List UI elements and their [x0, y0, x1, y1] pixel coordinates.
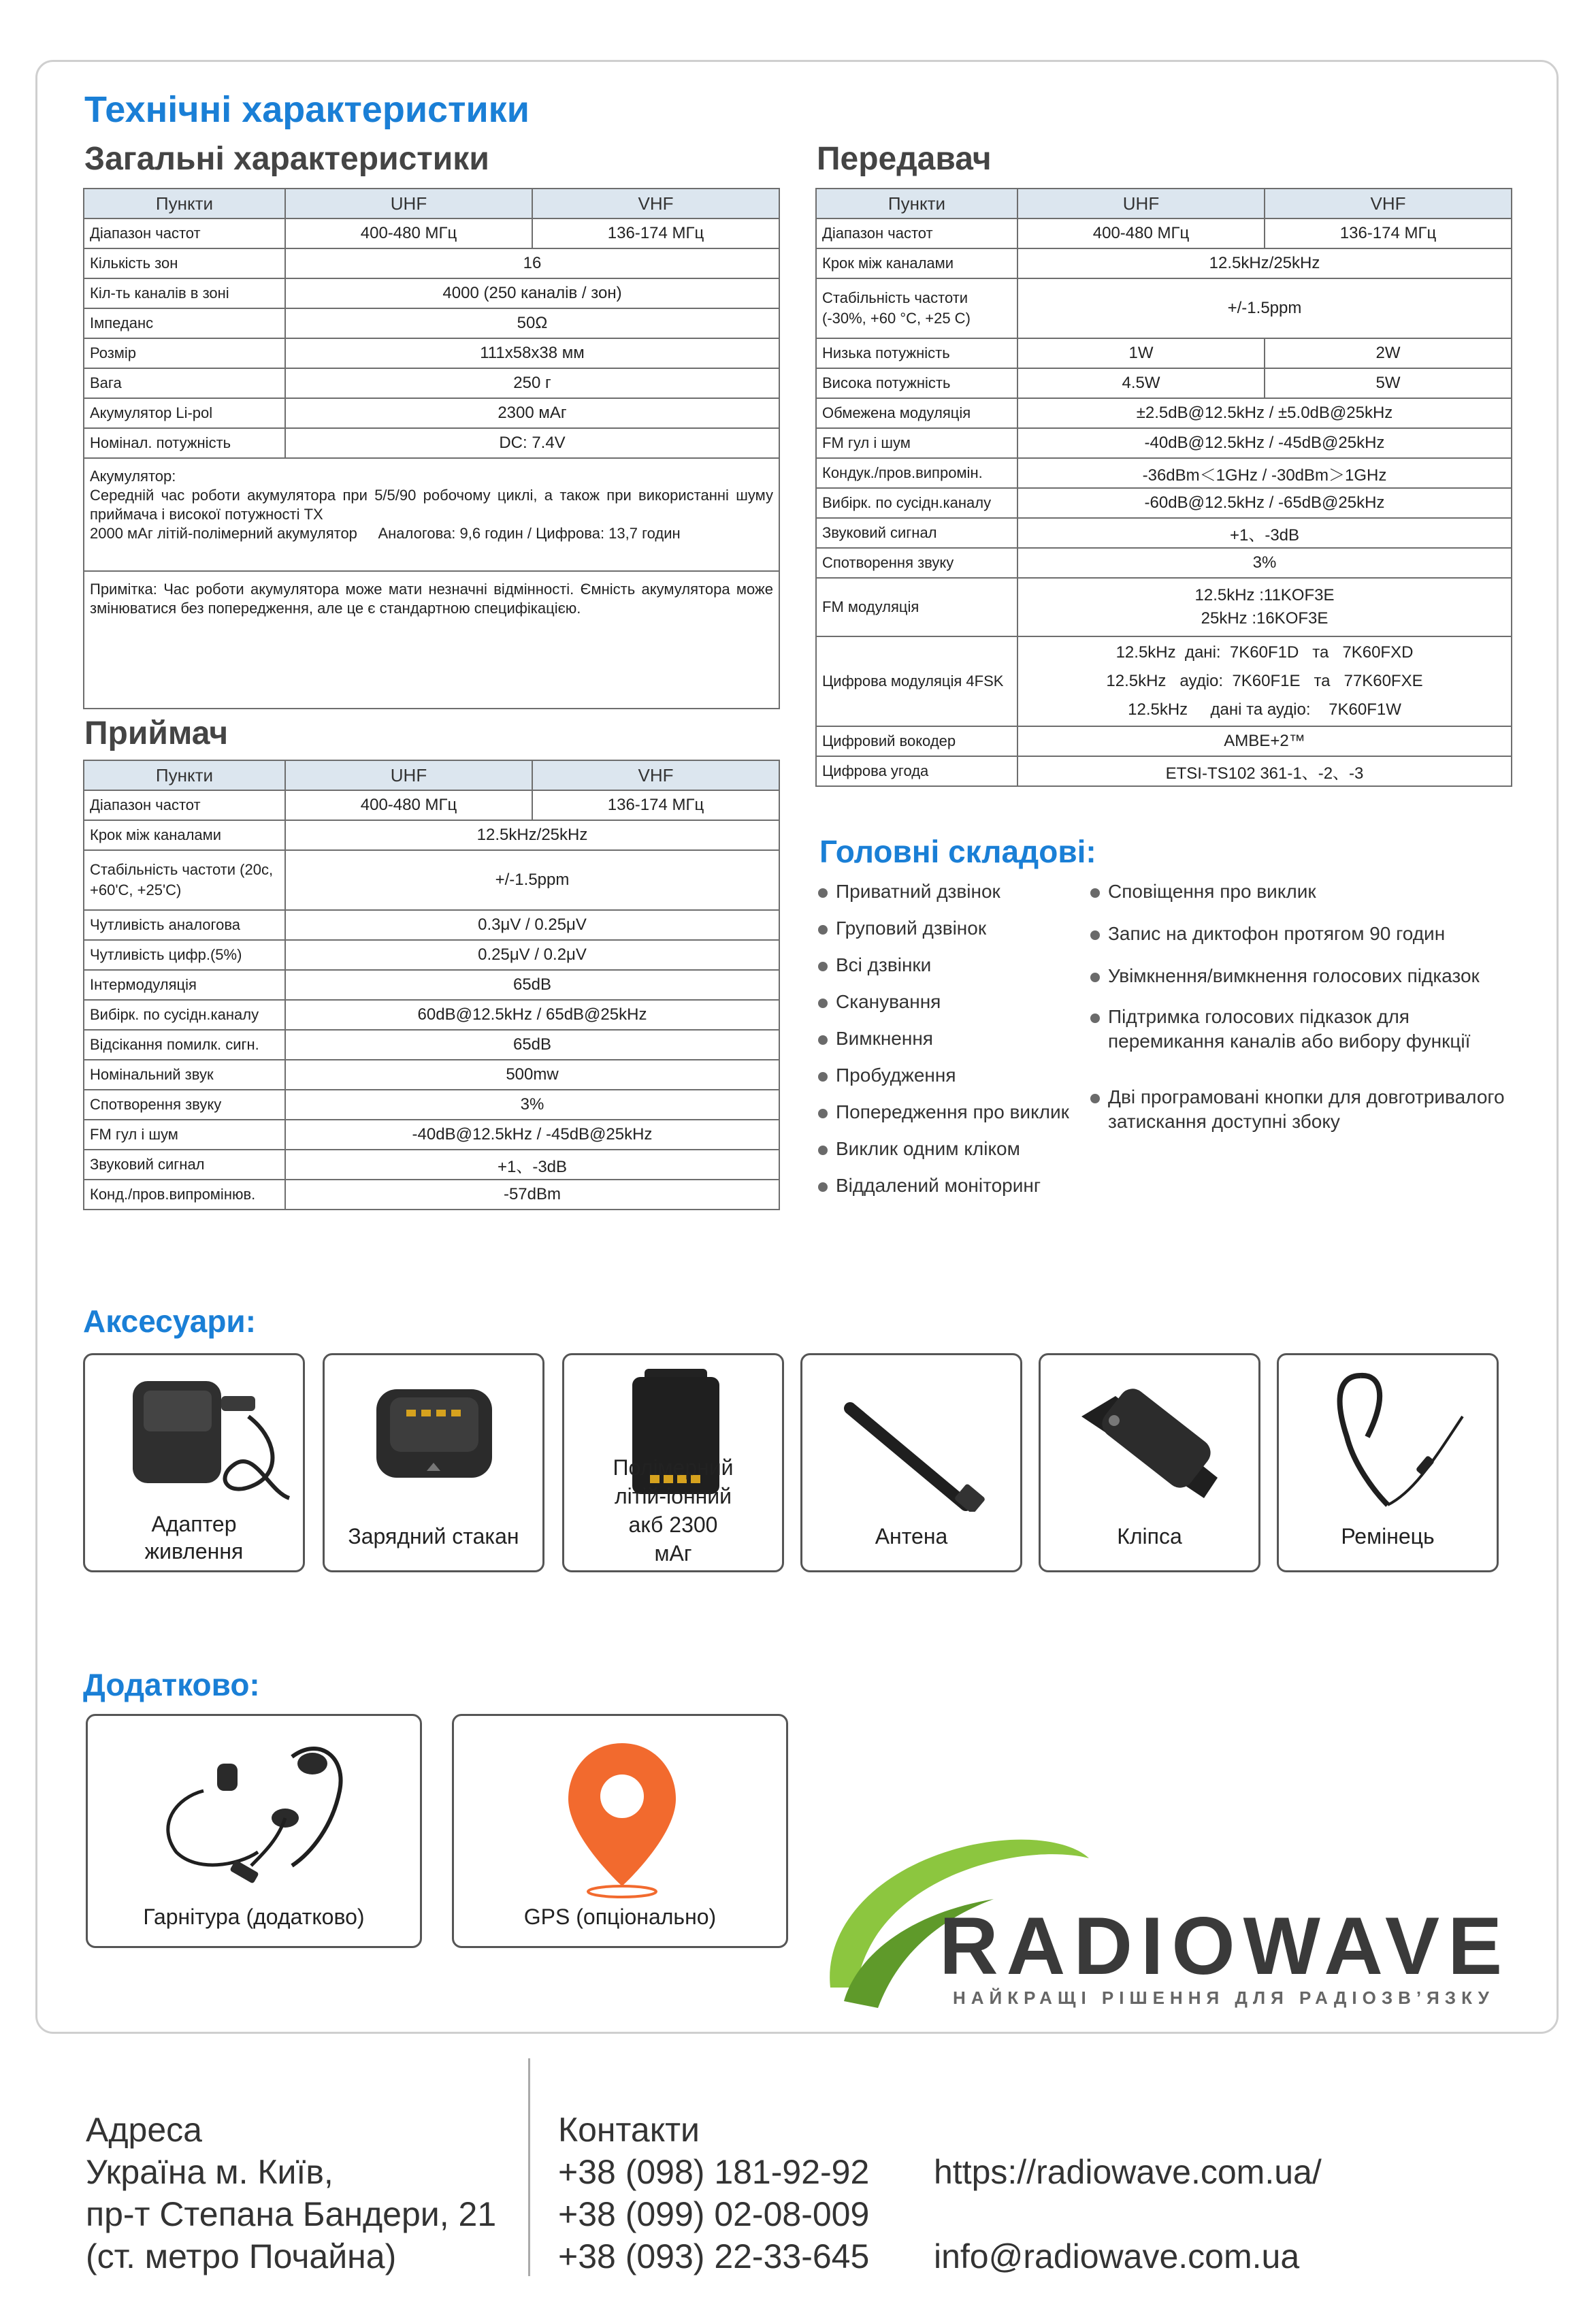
list-item: Груповий дзвінок: [818, 916, 1090, 953]
row-label: Цифровий вокодер: [816, 726, 1017, 756]
row-label: Діапазон частот: [84, 218, 285, 248]
cell-value: 4000 (250 каналів / зон): [285, 278, 779, 308]
battery-note-row: [84, 458, 779, 571]
row-label: Стабільність частоти (-30%, +60 °C, +25 C): [816, 278, 1017, 338]
cell-value: 12.5kHz/25kHz: [285, 820, 779, 850]
cell-vhf: 5W: [1265, 368, 1512, 398]
row-label: Цифрова модуляція 4FSK: [816, 636, 1017, 726]
accessory-label: Антена: [875, 1524, 948, 1549]
col-header: UHF: [285, 760, 532, 790]
table-row: [84, 248, 779, 278]
col-header: UHF: [285, 189, 532, 218]
row-label: Інтермодуляція: [84, 970, 285, 1000]
bullet-icon: [1090, 1094, 1100, 1103]
battery-note-title: Акумулятор:: [90, 468, 176, 485]
table-row: [816, 428, 1512, 458]
cell-vhf: 136-174 МГц: [532, 218, 779, 248]
table-header-row: [84, 760, 779, 790]
row-label: Номінальний звук: [84, 1060, 285, 1090]
bullet-icon: [818, 999, 828, 1008]
bullet-icon: [1090, 973, 1100, 982]
cell-value: 250 г: [285, 368, 779, 398]
bullet-icon: [1090, 888, 1100, 898]
address-line: Україна м. Київ,: [86, 2153, 333, 2191]
row-label: FM модуляція: [816, 578, 1017, 636]
table-row: [816, 756, 1512, 786]
cell-value: 60dB@12.5kHz / 65dB@25kHz: [285, 1000, 779, 1030]
row-label: Розмір: [84, 338, 285, 368]
components-list-right: [1090, 879, 1519, 1139]
cell-uhf: 1W: [1017, 338, 1265, 368]
list-item: Сповіщення про виклик: [1090, 879, 1519, 922]
cell-value: -40dB@12.5kHz / -45dB@25kHz: [285, 1120, 779, 1150]
bullet-icon: [818, 1072, 828, 1082]
col-header: Пункти: [816, 189, 1017, 218]
bullet-icon: [1090, 930, 1100, 940]
accessory-battery: [562, 1353, 784, 1572]
cell-uhf: 400-480 МГц: [285, 218, 532, 248]
row-label: Крок між каналами: [84, 820, 285, 850]
cell-value: [1017, 578, 1512, 636]
address-line: пр-т Степана Бандери, 21: [86, 2195, 497, 2233]
table-row: [816, 578, 1512, 636]
row-label: Низька потужність: [816, 338, 1017, 368]
list-item: Вимкнення: [818, 1026, 1090, 1063]
cell-value: ETSI-TS102 361-1、-2、-3: [1017, 756, 1512, 786]
list-item: Запис на диктофон протягом 90 годин: [1090, 922, 1519, 964]
list-item: Дві програмовані кнопки для довготривалого затискання доступні збоку: [1090, 1085, 1519, 1139]
list-item: Приватний дзвінок: [818, 879, 1090, 916]
clip-icon: [1041, 1355, 1260, 1512]
cell-value: +1、-3dB: [1017, 518, 1512, 548]
cell-vhf: 2W: [1265, 338, 1512, 368]
digital-mod-line: 12.5kHz аудіо: 7K60F1E та 77K60FXE: [1106, 672, 1423, 690]
cell-uhf: 400-480 МГц: [1017, 218, 1265, 248]
cell-value: +1、-3dB: [285, 1150, 779, 1180]
list-item: Увімкнення/вимкнення голосових підказок: [1090, 964, 1519, 1005]
bullet-icon: [818, 1146, 828, 1155]
table-row: [816, 248, 1512, 278]
additional-headset: [86, 1714, 422, 1948]
cell-vhf: 136-174 МГц: [1265, 218, 1512, 248]
bullet-icon: [1090, 1014, 1100, 1023]
cell-value: 0.3μV / 0.25μV: [285, 910, 779, 940]
row-label: Крок між каналами: [816, 248, 1017, 278]
accessory-power-adapter: [83, 1353, 305, 1572]
table-row: [84, 940, 779, 970]
remark: Примітка: Час роботи акумулятора може мати незначні відмінності. Ємність акумулятора може змінюватися без попередження, але це є стандартною специфікацією.: [84, 571, 779, 709]
cell-value: 0.25μV / 0.2μV: [285, 940, 779, 970]
bullet-icon: [818, 962, 828, 971]
table-row: [84, 338, 779, 368]
accessories-title: Аксесуари:: [83, 1303, 257, 1339]
receiver-table: [83, 760, 780, 1210]
table-row: [816, 338, 1512, 368]
accessory-antenna: [800, 1353, 1022, 1572]
row-label: Номінал. потужність: [84, 428, 285, 458]
row-label: FM гул і шум: [84, 1120, 285, 1150]
row-label: Чутливість цифр.(5%): [84, 940, 285, 970]
fm-mod-line: 25kHz :16KOF3E: [1201, 609, 1329, 628]
list-item: Підтримка голосових підказок для перемикання каналів або вибору функції: [1090, 1005, 1519, 1085]
footer-address: [86, 2109, 496, 2277]
cell-value: +/-1.5ppm: [285, 850, 779, 910]
row-label: Вага: [84, 368, 285, 398]
row-label: Звуковий сигнал: [84, 1150, 285, 1180]
cell-value: AMBE+2™: [1017, 726, 1512, 756]
brand-name: RADIOWAVE: [939, 1900, 1511, 1992]
col-header: Пункти: [84, 760, 285, 790]
cell-value: -60dB@12.5kHz / -65dB@25kHz: [1017, 488, 1512, 518]
list-item: Сканування: [818, 990, 1090, 1026]
cell-value: -57dBm: [285, 1180, 779, 1210]
cell-uhf: 4.5W: [1017, 368, 1265, 398]
row-label: Цифрова угода: [816, 756, 1017, 786]
cell-value: +/-1.5ppm: [1017, 278, 1512, 338]
row-label: Вибірк. по сусідн.каналу: [84, 1000, 285, 1030]
bullet-icon: [818, 925, 828, 935]
table-row: [816, 518, 1512, 548]
table-row: [84, 790, 779, 820]
additional-label: GPS (опціонально): [523, 1904, 717, 1929]
cell-uhf: 400-480 МГц: [285, 790, 532, 820]
cell-value: -36dBm＜1GHz / -30dBm＞1GHz: [1017, 458, 1512, 488]
table-row: [84, 1120, 779, 1150]
row-label: Висока потужність: [816, 368, 1017, 398]
list-item: Попередження про виклик: [818, 1100, 1090, 1137]
table-row: [84, 398, 779, 428]
list-item: Всі дзвінки: [818, 953, 1090, 990]
accessory-charger: [323, 1353, 544, 1572]
table-row: [816, 218, 1512, 248]
table-row: [84, 1150, 779, 1180]
footer-contacts: [558, 2109, 869, 2277]
table-row: [816, 726, 1512, 756]
col-header: VHF: [532, 189, 779, 218]
col-header: Пункти: [84, 189, 285, 218]
table-row: [816, 636, 1512, 726]
battery-note-line: 2000 мАг літій-полімерний акумулятор Аналогова: 9,6 годин / Цифрова: 13,7 годин: [90, 525, 681, 542]
digital-mod-line: 12.5kHz дані: 7K60F1D та 7K60FXD: [1115, 643, 1414, 662]
row-label: FM гул і шум: [816, 428, 1017, 458]
table-row: [84, 308, 779, 338]
col-header: UHF: [1017, 189, 1265, 218]
gps-pin-icon: [454, 1716, 788, 1900]
table-row: [816, 488, 1512, 518]
row-label: Відсікання помилк. сигн.: [84, 1030, 285, 1060]
cell-value: 12.5kHz/25kHz: [1017, 248, 1512, 278]
table-row: [816, 458, 1512, 488]
table-row: [816, 368, 1512, 398]
email-link[interactable]: info@radiowave.com.ua: [934, 2237, 1300, 2275]
accessory-label: Ремінець: [1341, 1524, 1435, 1549]
table-row: [84, 820, 779, 850]
table-row: [84, 1060, 779, 1090]
cell-value: 2300 мАг: [285, 398, 779, 428]
row-label: Кількість зон: [84, 248, 285, 278]
accessory-label: Зарядний стакан: [348, 1524, 519, 1549]
footer-divider: [528, 2058, 530, 2276]
cell-vhf: 136-174 МГц: [532, 790, 779, 820]
remark-row: [84, 571, 779, 709]
bullet-icon: [818, 1109, 828, 1118]
brand-slogan: НАЙКРАЩІ РІШЕННЯ ДЛЯ РАДІОЗВ’ЯЗКУ: [953, 1988, 1495, 2008]
additional-label: Гарнітура (додатково): [143, 1904, 365, 1929]
row-label: Обмежена модуляція: [816, 398, 1017, 428]
table-row: [84, 368, 779, 398]
phone-link[interactable]: +38 (093) 22-33-645: [558, 2237, 870, 2275]
list-item: Виклик одним кліком: [818, 1137, 1090, 1173]
table-row: [816, 278, 1512, 338]
bullet-icon: [818, 888, 828, 898]
row-label: Акумулятор Li-pol: [84, 398, 285, 428]
table-row: [84, 428, 779, 458]
table-header-row: [816, 189, 1512, 218]
strap-icon: [1279, 1355, 1499, 1512]
accessory-label: Полімерний літій-іонний акб 2300 мАг: [613, 1455, 734, 1566]
accessory-label: Адаптер живлення: [144, 1512, 244, 1563]
row-label: Спотворення звуку: [84, 1090, 285, 1120]
table-row: [816, 398, 1512, 428]
accessory-strap: [1277, 1353, 1499, 1572]
brand-logo: [817, 1817, 1538, 2022]
digital-mod-line: 12.5kHz дані та аудіо: 7K60F1W: [1128, 700, 1401, 719]
table-row: [84, 1030, 779, 1060]
charger-icon: [325, 1355, 544, 1512]
table-row: [84, 1090, 779, 1120]
table-row: [84, 910, 779, 940]
battery-note-text: Середній час роботи акумулятора при 5/5/90 робочому циклі, а також при використанні шуму приймача і високої потужності ТХ: [90, 487, 773, 523]
table-row: [816, 548, 1512, 578]
row-label: Кондук./пров.випромін.: [816, 458, 1017, 488]
website-link[interactable]: https://radiowave.com.ua/: [934, 2153, 1322, 2191]
table-row: [84, 850, 779, 910]
row-label: Звуковий сигнал: [816, 518, 1017, 548]
contacts-title: Контакти: [558, 2111, 700, 2149]
table-row: [84, 1000, 779, 1030]
accessory-label: Кліпса: [1117, 1524, 1182, 1549]
cell-value: ±2.5dB@12.5kHz / ±5.0dB@25kHz: [1017, 398, 1512, 428]
table-row: [84, 278, 779, 308]
bullet-icon: [818, 1182, 828, 1192]
additional-title: Додатково:: [83, 1667, 260, 1702]
cell-value: DC: 7.4V: [285, 428, 779, 458]
additional-gps: [452, 1714, 788, 1948]
address-title: Адреса: [86, 2111, 202, 2149]
bullet-icon: [818, 1035, 828, 1045]
row-label: Кіл-ть каналів в зоні: [84, 278, 285, 308]
transmitter-table: [815, 188, 1512, 787]
table-header-row: [84, 189, 779, 218]
cell-value: [1017, 636, 1512, 726]
cell-value: 3%: [1017, 548, 1512, 578]
cell-value: 111x58x38 мм: [285, 338, 779, 368]
page-title: Технічні характеристики: [84, 89, 530, 130]
row-label: Вибірк. по сусідн.каналу: [816, 488, 1017, 518]
cell-value: 65dB: [285, 1030, 779, 1060]
phone-link[interactable]: +38 (098) 181-92-92: [558, 2153, 870, 2191]
phone-link[interactable]: +38 (099) 02-08-009: [558, 2195, 870, 2233]
col-header: VHF: [1265, 189, 1512, 218]
row-label: Конд./пров.випромінюв.: [84, 1180, 285, 1210]
components-title: Головні складові:: [819, 834, 1096, 869]
cell-value: 500mw: [285, 1060, 779, 1090]
cell-value: -40dB@12.5kHz / -45dB@25kHz: [1017, 428, 1512, 458]
general-title: Загальні характеристики: [84, 141, 489, 177]
accessory-clip: [1039, 1353, 1260, 1572]
power-adapter-icon: [85, 1355, 305, 1512]
general-table: [83, 188, 780, 709]
col-header: VHF: [532, 760, 779, 790]
fm-mod-line: 12.5kHz :11KOF3E: [1194, 586, 1335, 604]
row-label: Спотворення звуку: [816, 548, 1017, 578]
transmitter-title: Передавач: [817, 141, 992, 177]
cell-value: 16: [285, 248, 779, 278]
row-label: Діапазон частот: [816, 218, 1017, 248]
cell-value: 65dB: [285, 970, 779, 1000]
battery-note: [84, 458, 779, 571]
table-row: [84, 970, 779, 1000]
list-item: Пробудження: [818, 1063, 1090, 1100]
row-label: Чутливість аналогова: [84, 910, 285, 940]
address-line: (ст. метро Почайна): [86, 2237, 397, 2275]
table-row: [84, 218, 779, 248]
components-list-left: [818, 879, 1090, 1210]
headset-icon: [88, 1716, 422, 1893]
row-label: Стабільність частоти (20с, +60'C, +25'C): [84, 850, 285, 910]
cell-value: 50Ω: [285, 308, 779, 338]
row-label: Діапазон частот: [84, 790, 285, 820]
row-label: Імпеданс: [84, 308, 285, 338]
list-item: Віддалений моніторинг: [818, 1173, 1090, 1210]
receiver-title: Приймач: [84, 715, 229, 751]
table-row: [84, 1180, 779, 1210]
cell-value: 3%: [285, 1090, 779, 1120]
antenna-icon: [802, 1355, 1022, 1512]
